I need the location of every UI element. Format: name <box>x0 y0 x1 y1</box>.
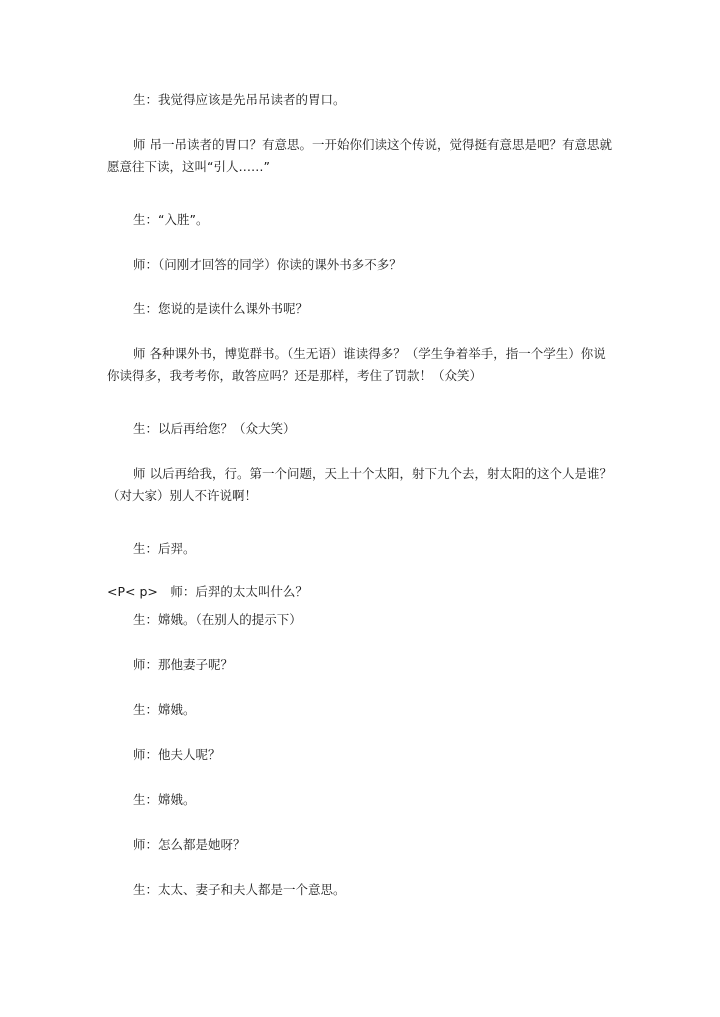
paragraph-1: 生：我觉得应该是先吊吊读者的胃口。 <box>133 92 346 107</box>
paragraph-7: 生：以后再给您？（众大笑） <box>133 421 296 436</box>
paragraph-2: 师 吊一吊读者的胃口？有意思。一开始你们读这个传说，觉得挺有意思是吧？有意思就愿意往下读，这叫“引人……” <box>107 137 612 174</box>
paragraph-4: 师：（问刚才回答的同学）你读的课外书多不多？ <box>133 257 402 272</box>
paragraph-6: 师 各种课外书，博览群书。（生无语）谁读得多？（学生争着举手，指一个学生）你说你读得多，我考考你，敢答应吗？还是那样，考住了罚款！（众笑） <box>107 346 606 383</box>
paragraph-10: <P< p> 师：后羿的太太叫什么？ <box>107 584 308 599</box>
paragraph-14: 师：他夫人呢？ <box>133 747 221 762</box>
paragraph-13: 生：嫦娥。 <box>133 702 196 717</box>
paragraph-5: 生：您说的是读什么课外书呢？ <box>133 301 309 316</box>
paragraph-15: 生：嫦娥。 <box>133 792 196 807</box>
paragraph-8: 师 以后再给我，行。第一个问题，天上十个太阳，射下九个去，射太阳的这个人是谁？（对大家）别人不许说啊！ <box>107 466 612 503</box>
paragraph-16: 师：怎么都是她呀？ <box>133 837 246 852</box>
paragraph-9: 生：后羿。 <box>133 541 196 556</box>
paragraph-11: 生：嫦娥。（在别人的提示下） <box>133 612 302 627</box>
paragraph-12: 师：那他妻子呢？ <box>133 657 234 672</box>
paragraph-3: 生：“入胜”。 <box>133 212 209 227</box>
paragraph-17: 生：太太、妻子和夫人都是一个意思。 <box>133 882 346 897</box>
